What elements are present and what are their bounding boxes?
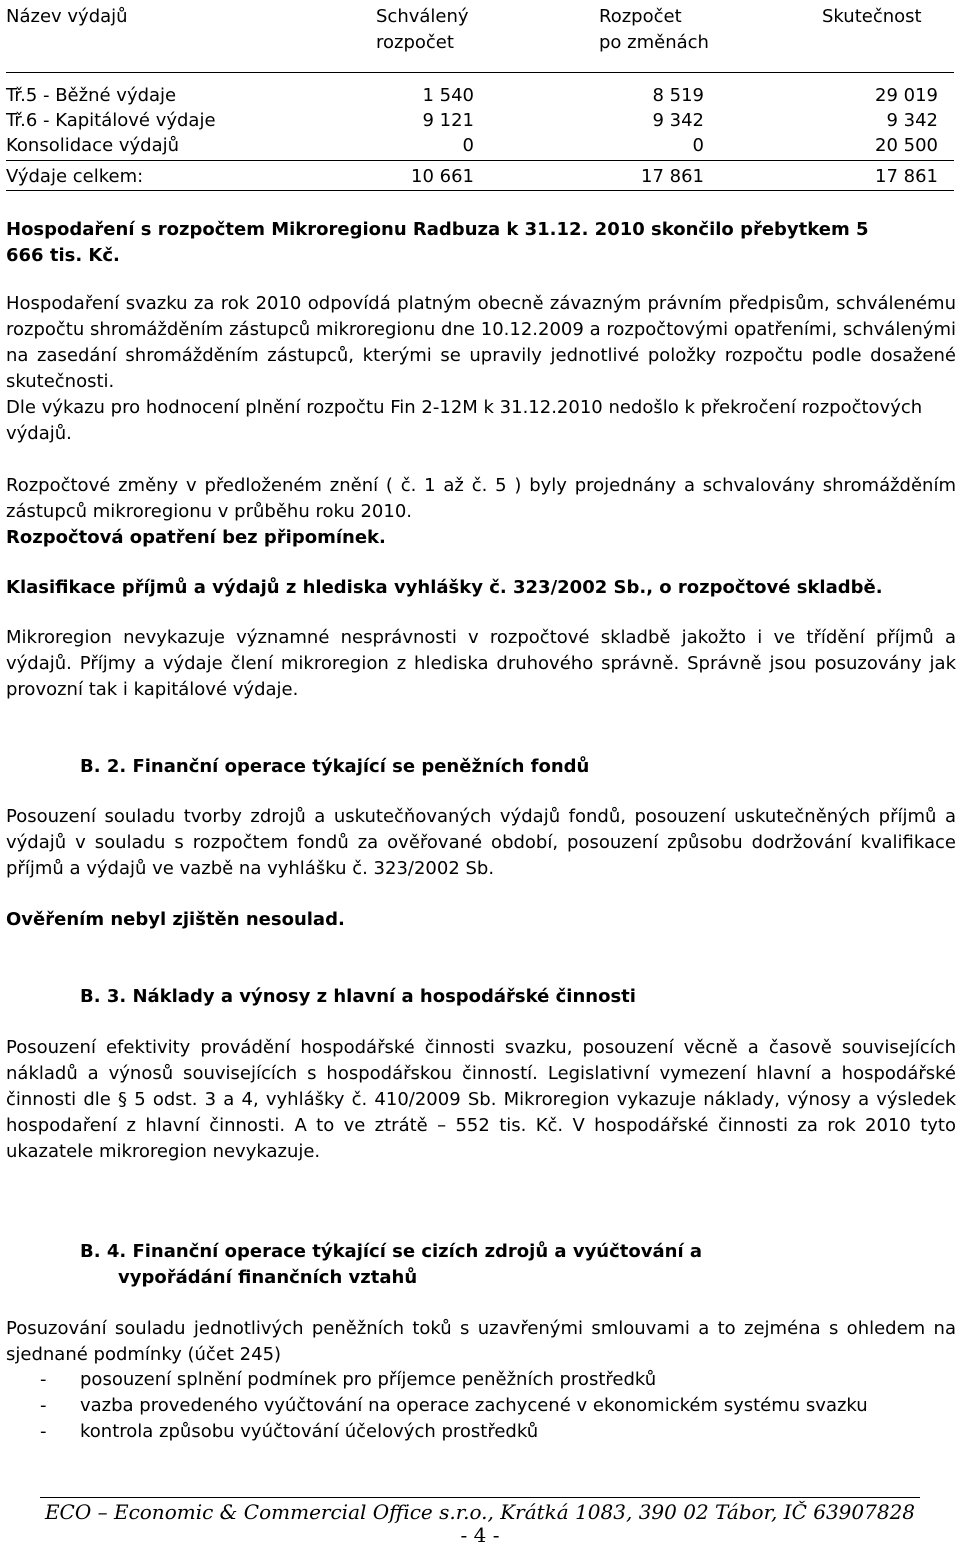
section-b3-text: Posouzení efektivity provádění hospodářské činnosti svazku, posouzení věcně a časově souvisejících nákladů a výnosů souvisejících s hospodářskou činností. Legislativní vymezení hlavní a hospodářské činnosti dle § 5 odst. 3 a 4, vyhlášky č. 410/2009 Sb. Mikroregion vykazuje náklady, výnosy a výsledek hospodaření z hlavní činnosti. A to ve ztrátě – 552 tis. Kč. V hospodářské činnosti za rok 2010 tyto ukazatele mikroregion nevykazuje.: [6, 1037, 956, 1162]
table-row: Tř.6 - Kapitálové výdaje 9 121 9 342 9 342: [6, 110, 938, 131]
table-row: Tř.5 - Běžné výdaje 1 540 8 519 29 019: [6, 85, 938, 106]
dash-bullet: -: [40, 1369, 47, 1390]
list-item: - posouzení splnění podmínek pro příjemce peněžních prostředků: [6, 1367, 956, 1393]
list-item: - kontrola způsobu vyúčtování účelových prostředků: [6, 1419, 956, 1445]
dash-bullet: -: [40, 1395, 47, 1416]
header-approved: Schválený rozpočet: [376, 6, 469, 53]
section-b4-list: [6, 1367, 956, 1445]
table-row: Konsolidace výdajů 0 0 20 500: [6, 135, 938, 156]
section-b3-heading: B. 3. Náklady a výnosy z hlavní a hospodářské činnosti: [80, 986, 636, 1007]
list-item: - vazba provedeného vyúčtování na operace zachycené v ekonomickém systému svazku: [6, 1393, 956, 1419]
paragraph-report: Dle výkazu pro hodnocení plnění rozpočtu Fin 2-12M k 31.12.2010 nedošlo k překročení rozpočtových výdajů.: [6, 397, 923, 444]
table-header: [6, 4, 950, 60]
paragraph-compliance: Hospodaření svazku za rok 2010 odpovídá platným obecně závazným právním předpisům, schválenému rozpočtu shromážděním zástupců mikroregionu dne 10.12.2009 a rozpočtovými opatřeními, schválenými na zasedání shromážděním zástupců, kterými se upravily jednotlivé položky rozpočtu podle dosažené skutečnosti.: [6, 293, 956, 392]
section-b2-text: Posouzení souladu tvorby zdrojů a uskutečňovaných výdajů fondů, posouzení uskutečněných příjmů a výdajů v souladu s rozpočtem fondů za ověřované období, posouzení způsobu dodržování kvalifikace příjmů a výdajů ve vazbě na vyhlášku č. 323/2002 Sb.: [6, 806, 956, 879]
section-b4-heading: B. 4. Finanční operace týkající se cizích zdrojů a vyúčtování a: [80, 1241, 703, 1262]
section-b4-heading-cont: vypořádání finančních vztahů: [118, 1267, 418, 1288]
footer-address: ECO – Economic & Commercial Office s.r.o., Krátká 1083, 390 02 Tábor, IČ 63907828: [44, 1500, 916, 1524]
budget-summary: Hospodaření s rozpočtem Mikroregionu Radbuza k 31.12. 2010 skončilo přebytkem 5 666 tis. Kč.: [6, 219, 869, 266]
paragraph-budget-changes: Rozpočtové změny v předloženém znění ( č. 1 až č. 5 ) byly projednány a schvalovány shromážděním zástupců mikroregionu v průběhu roku 2010.: [6, 475, 956, 522]
header-name: Název výdajů: [6, 6, 128, 27]
classification-heading: Klasifikace příjmů a výdajů z hlediska vyhlášky č. 323/2002 Sb., o rozpočtové skladbě.: [6, 577, 883, 598]
budget-measures-note: Rozpočtová opatření bez připomínek.: [6, 527, 386, 548]
header-actual: Skutečnost: [822, 6, 922, 27]
section-b4-text: Posuzování souladu jednotlivých peněžních toků s uzavřenými smlouvami a to zejména s ohledem na sjednané podmínky (účet 245): [6, 1318, 956, 1365]
classification-text: Mikroregion nevykazuje významné nesprávnosti v rozpočtové skladbě jakožto i ve třídění příjmů a výdajů. Příjmy a výdaje člení mikroregion z hlediska druhového správně. Správně jsou posuzovány jak provozní tak i kapitálové výdaje.: [6, 627, 956, 700]
table-total-row: Výdaje celkem: 10 661 17 861 17 861: [6, 166, 938, 187]
section-b2-conclusion: Ověřením nebyl zjištěn nesoulad.: [6, 909, 345, 930]
page-number: - 4 -: [460, 1523, 500, 1547]
section-b2-heading: B. 2. Finanční operace týkající se peněžních fondů: [80, 756, 590, 777]
table-divider: [6, 160, 954, 161]
dash-bullet: -: [40, 1421, 47, 1442]
header-revised: Rozpočet po změnách: [599, 6, 709, 53]
table-divider: [6, 72, 954, 73]
table-divider: [6, 190, 954, 191]
